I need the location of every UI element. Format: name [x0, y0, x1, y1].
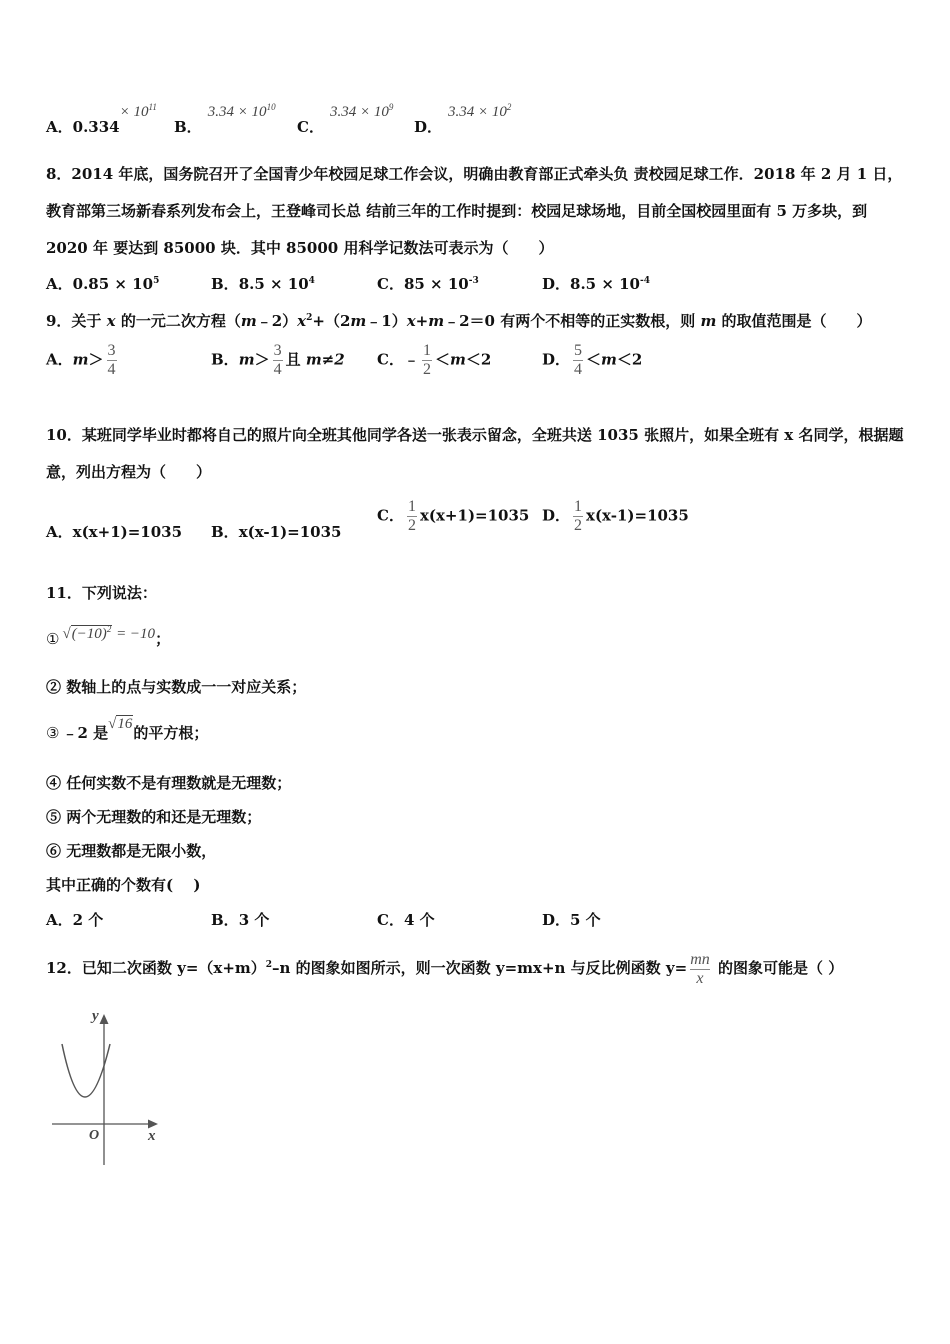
q10-stem: 10．某班同学毕业时都将自己的照片向全班其他同学各送一张表示留念，全班共送 1035 张照片，如果全班有 x 名同学，根据题意，列出方程为（ ） — [46, 426, 904, 481]
q8-option-b[interactable]: B．$8.5 \times 10^4$ — [211, 275, 315, 293]
q7-option-d[interactable]: D．$3.34 \times 10^2$ — [414, 102, 512, 136]
y-axis-label: y — [92, 1008, 99, 1024]
q7-option-a-math: × $10^{11}$ — [119, 102, 157, 120]
q7-option-c-math: $3.34 \times 10^9$ — [329, 102, 394, 120]
q7-option-d-math: $3.34 \times 10^2$ — [448, 102, 512, 120]
q8-option-c[interactable]: C．$85 \times 10^{-3}$ — [377, 275, 479, 293]
q12-stem: 12．已知二次函数 $y=(x+m)^2-n$ 的图象如图所示，则一次函数 y=mx+n 与反比例函数 y= $\frac{mn}{x}$ 的图象可能是（ ） — [46, 950, 844, 987]
q11-statement-2: ② 数轴上的点与实数成一一对应关系； — [46, 678, 307, 696]
q11-statement-6: ⑥ 无理数都是无限小数， — [46, 842, 217, 860]
q9-option-c[interactable]: C．﹣ $\frac{1}{2}$ ＜m＜2 — [377, 342, 492, 378]
fraction: $\frac{1}{2}$ — [422, 342, 431, 378]
q9-option-d[interactable]: D． $\frac{5}{4}$ ＜m＜2 — [542, 342, 643, 378]
q11-option-c[interactable]: C．4 个 — [377, 911, 435, 929]
q7-option-b-math: $3.34 \times 10^{10}$ — [207, 102, 276, 120]
q10-option-c[interactable]: C． $\frac{1}{2}$ x(x+1)=1035 — [377, 498, 530, 534]
q11-question: 其中正确的个数有( ) — [46, 876, 201, 894]
q9-stem: 9．关于 x 的一元二次方程$(m﹣2)x^2+(2m﹣1)x+m﹣2=0$ 有两个不相等的正实数根，则 m 的取值范围是（ ） — [46, 312, 872, 330]
q8-stem: 8．2014 年底，国务院召开了全国青少年校园足球工作会议，明确由教育部正式牵头负 责校园足球工作．2018 年 2 月 1 日，教育部第三场新春系列发布会上，王登峰司长总 结前三年的工作时提到：校园足球场地，目前全国校园里面有 5 万多块，到 2020 年 要达到 85000 块．其中 85000 用科学记数法可表示为（ ） — [46, 165, 903, 257]
q11-statement-1: ① $√(-10)^2 = -10$； — [46, 624, 171, 648]
q11-option-d[interactable]: D．5 个 — [542, 911, 601, 929]
x-axis-label: x — [148, 1128, 156, 1144]
fraction: $\frac{1}{2}$ — [574, 498, 583, 534]
parabola-graph — [46, 1000, 176, 1175]
q8-option-d[interactable]: D．$8.5 \times 10^{-4}$ — [542, 275, 650, 293]
y-axis-arrow — [100, 1014, 109, 1024]
fraction: $\frac{5}{4}$ — [574, 342, 583, 378]
fraction: $\frac{1}{2}$ — [407, 498, 416, 534]
q10-option-b[interactable]: B．x(x-1)=1035 — [211, 523, 342, 541]
q11-statement-5: ⑤ 两个无理数的和还是无理数； — [46, 808, 262, 826]
q7-option-c[interactable]: C．$3.34 \times 10^9$ — [297, 102, 394, 136]
sqrt-expression: √16 — [108, 716, 133, 732]
fraction: $\frac{3}{4}$ — [107, 342, 116, 378]
q11-statement-4: ④ 任何实数不是有理数就是无理数； — [46, 774, 292, 792]
q10-option-d[interactable]: D． $\frac{1}{2}$ x(x-1)=1035 — [542, 498, 689, 534]
origin-label: O — [89, 1128, 100, 1143]
q11-option-b[interactable]: B．3 个 — [211, 911, 270, 929]
parabola-curve — [62, 1044, 110, 1097]
q9-option-a[interactable]: A．m＞ $\frac{3}{4}$ — [46, 342, 116, 378]
q7-option-b[interactable]: B．$3.34 \times 10^{10}$ — [174, 102, 276, 136]
q8-option-a[interactable]: A．$0.85 \times 10^5$ — [46, 275, 160, 293]
fraction: $\frac{mn}{x}$ — [690, 950, 710, 987]
q11-option-a[interactable]: A．2 个 — [46, 911, 104, 929]
fraction: $\frac{3}{4}$ — [273, 342, 282, 378]
q11-statement-3: ③ ﹣2 是√16的平方根； — [46, 716, 209, 742]
q11-stem: 11．下列说法： — [46, 584, 157, 602]
sqrt-expression: $√(-10)^2 = -10$ — [62, 624, 156, 642]
q9-option-b[interactable]: B．m＞ $\frac{3}{4}$ 且 m≠2 — [211, 342, 345, 378]
q7-option-a[interactable]: A．$0.334\times 10^{11}$ — [46, 102, 157, 136]
q10-option-a[interactable]: A．x(x+1)=1035 — [46, 523, 183, 541]
